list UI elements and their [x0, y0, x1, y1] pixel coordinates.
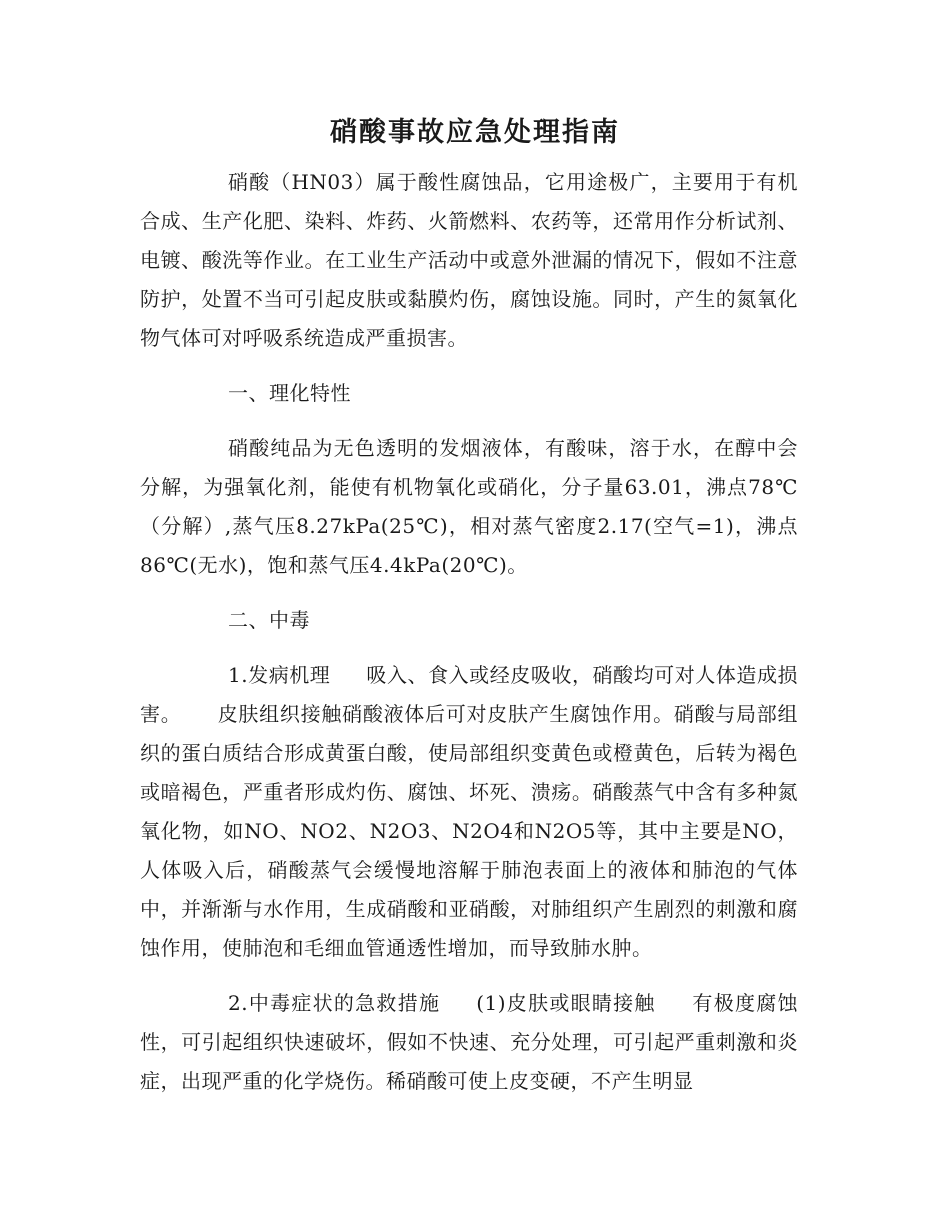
first-aid-text: 有极度腐蚀性，可引起组织快速破坏，假如不快速、充分处理，可引起严重刺激和炎症，出现严重的化学烧伤。稀硝酸可使上皮变硬，不产生明显 — [140, 991, 798, 1093]
first-aid-label: 2.中毒症状的急救措施 — [228, 991, 441, 1015]
section-heading-poisoning: 二、中毒 — [228, 608, 310, 632]
pathogenesis-paragraph — [140, 656, 798, 968]
first-aid-paragraph — [140, 984, 798, 1101]
document-title: 硝酸事故应急处理指南 — [330, 117, 620, 148]
document-body — [140, 163, 798, 1117]
section-heading-properties: 一、理化特性 — [228, 381, 351, 405]
pathogenesis-label: 1.发病机理 — [228, 663, 331, 687]
properties-paragraph: 硝酸纯品为无色透明的发烟液体，有酸味，溶于水，在醇中会分解，为强氧化剂，能使有机物氧化或硝化，分子量63.01，沸点78℃（分解）,蒸气压8.27kPa(25℃)，相对蒸气密度2.17(空气=1)，沸点86℃(无水)，饱和蒸气压4.4kPa(20℃)。 — [140, 436, 798, 577]
first-aid-sub-label: (1)皮肤或眼睛接触 — [476, 991, 656, 1015]
intro-paragraph: 硝酸（HN03）属于酸性腐蚀品，它用途极广，主要用于有机合成、生产化肥、染料、炸药、火箭燃料、农药等，还常用作分析试剂、电镀、酸洗等作业。在工业生产活动中或意外泄漏的情况下，假如不注意防护，处置不当可引起皮肤或黏膜灼伤，腐蚀设施。同时，产生的氮氧化物气体可对呼吸系统造成严重损害。 — [140, 170, 798, 350]
pathogenesis-text-1: 吸入、食入或经皮吸收，硝酸均可对人体造成损害。 — [140, 663, 798, 726]
pathogenesis-text-2: 皮肤组织接触硝酸液体后可对皮肤产生腐蚀作用。硝酸与局部组织的蛋白质结合形成黄蛋白酸，使局部组织变黄色或橙黄色，后转为褐色或暗褐色，严重者形成灼伤、腐蚀、坏死、溃疡。硝酸蒸气中含有多种氮氧化物，如NO、NO2、N2O3、N2O4和N2O5等，其中主要是NO，人体吸入后，硝酸蒸气会缓慢地溶解于肺泡表面上的液体和肺泡的气体中，并渐渐与水作用，生成硝酸和亚硝酸，对肺组织产生剧烈的刺激和腐蚀作用，使肺泡和毛细血管通透性增加，而导致肺水肿。 — [140, 702, 799, 960]
